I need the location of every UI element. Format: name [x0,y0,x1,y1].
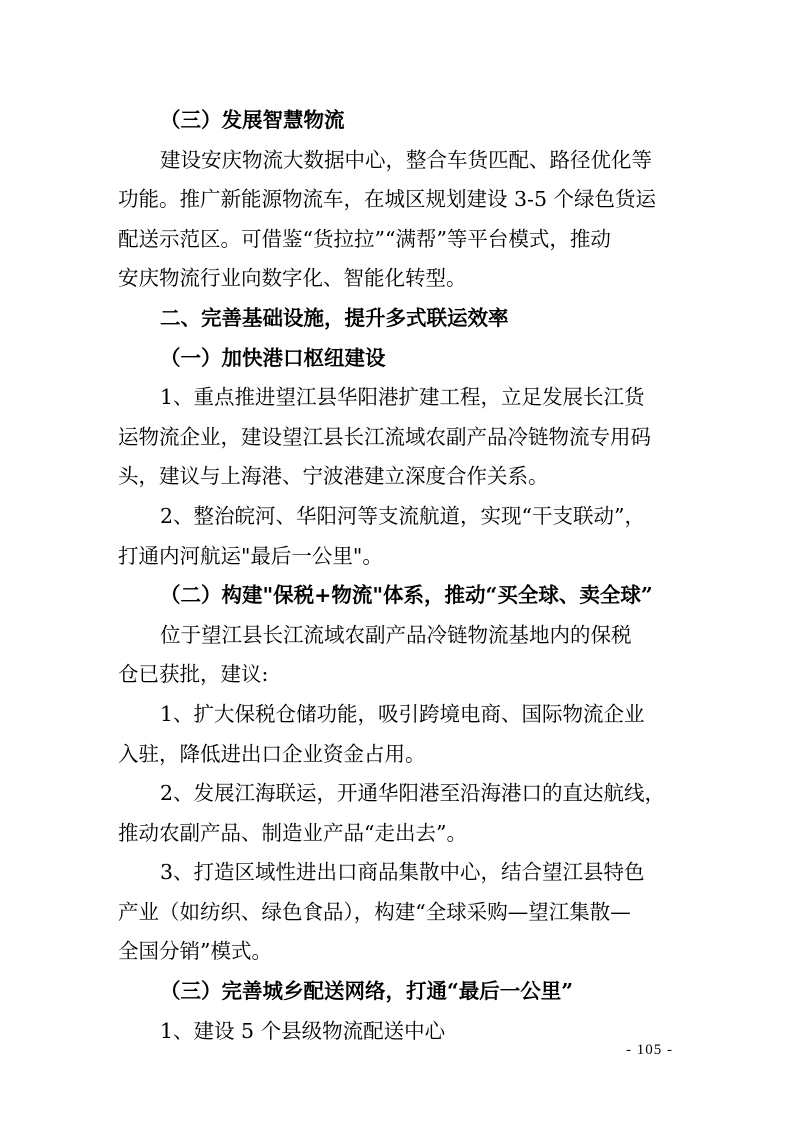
paragraph-line: 2、整治皖河、华阳河等支流航道，实现“干支联动”， [160,503,646,528]
paragraph-line: 产业（如纺织、绿色食品），构建“全球采购—望江集散— [118,899,631,924]
paragraph-line: 2、发展江海联运，开通华阳港至沿海港口的直达航线， [160,781,666,806]
paragraph-line: 运物流企业，建设望江县长江流域农副产品冷链物流专用码 [118,424,651,449]
section-heading-smart-logistics: （三）发展智慧物流 [160,108,345,132]
paragraph-line: 3、打造区域性进出口商品集散中心，结合望江县特色 [160,860,645,885]
paragraph-line: 仓已获批，建议: [118,662,269,687]
paragraph-line: 1、扩大保税仓储功能，吸引跨境电商、国际物流企业 [160,701,645,726]
paragraph-line: 建设安庆物流大数据中心，整合车货匹配、路径优化等 [160,147,652,172]
page-number: - 105 - [626,1042,673,1058]
paragraph-line: 功能。推广新能源物流车，在城区规划建设 3-5 个绿色货运 [118,187,657,212]
paragraph-line: 全国分销”模式。 [118,939,272,964]
paragraph-line: 入驻，降低进出口企业资金占用。 [118,741,426,766]
paragraph-line: 头，建议与上海港、宁波港建立深度合作关系。 [118,464,549,489]
paragraph-line: 位于望江县长江流域农副产品冷链物流基地内的保税 [160,622,632,647]
section-heading-distribution-network: （三）完善城乡配送网络，打通“最后一公里” [160,979,574,1004]
paragraph-line: 安庆物流行业向数字化、智能化转型。 [118,266,467,291]
paragraph-line: 1、重点推进望江县华阳港扩建工程，立足发展长江货 [160,385,645,410]
paragraph-line: 配送示范区。可借鉴“货拉拉”“满帮”等平台模式，推动 [118,226,611,251]
paragraph-line: 推动农副产品、制造业产品“走出去”。 [118,820,467,845]
paragraph-line: 打通内河航运"最后一公里"。 [118,543,383,568]
paragraph-line: 1、建设 5 个县级物流配送中心 [160,1018,446,1043]
section-heading-bonded-logistics: （二）构建"保税+物流"体系，推动“买全球、卖全球” [160,583,653,608]
body-text [118,101,678,1051]
section-heading-port-hub: （一）加快港口枢纽建设 [160,345,386,370]
chapter-heading-infrastructure: 二、完善基础设施，提升多式联运效率 [160,305,509,330]
